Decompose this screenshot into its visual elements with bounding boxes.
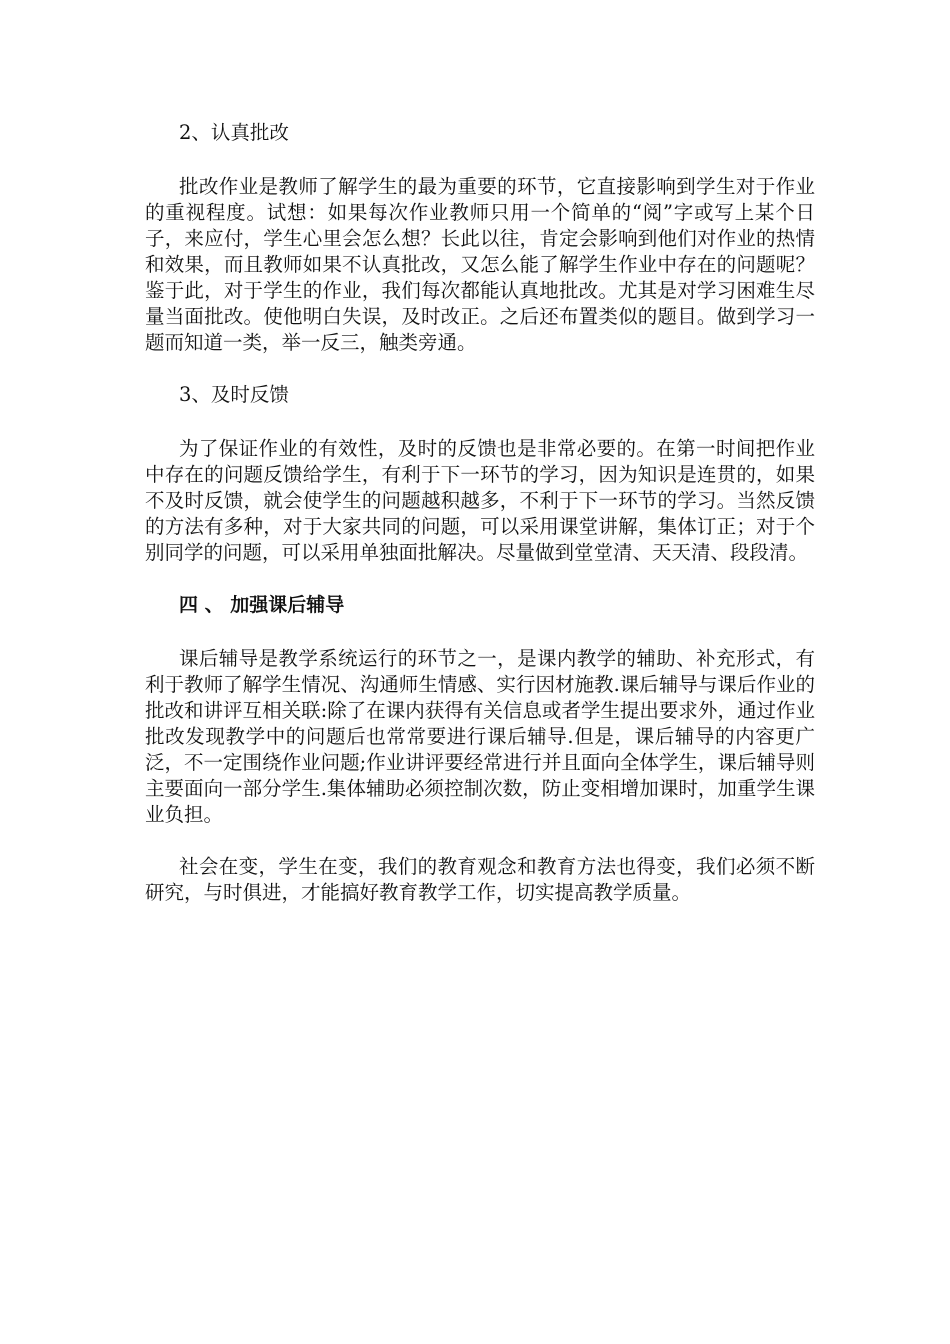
spacer bbox=[145, 618, 815, 646]
spacer bbox=[145, 408, 815, 436]
section-2-paragraph: 批改作业是教师了解学生的最为重要的环节，它直接影响到学生对于作业的重视程度。试想：如果每次作业教师只用一个简单的“阅”字或写上某个日子，来应付，学生心里会怎么想？长此以往，肯定会影响到他们对作业的热情和效果，而且教师如果不认真批改，又怎么能了解学生作业中存在的问题呢？鉴于此，对于学生的作业，我们每次都能认真地批改。尤其是对学习困难生尽量当面批改。使他明白失误，及时改正。之后还布置类似的题目。做到学习一题而知道一类，举一反三，触类旁通。 bbox=[145, 175, 815, 354]
spacer bbox=[145, 566, 815, 592]
document-body bbox=[145, 120, 815, 906]
section-3-heading: 3、及时反馈 bbox=[179, 383, 289, 406]
conclusion-paragraph: 社会在变，学生在变，我们的教育观念和教育方法也得变，我们必须不断研究，与时俱进，才能搞好教育教学工作，切实提高教学质量。 bbox=[145, 855, 815, 904]
spacer bbox=[145, 146, 815, 174]
spacer bbox=[145, 828, 815, 854]
spacer bbox=[145, 356, 815, 382]
section-3-paragraph: 为了保证作业的有效性，及时的反馈也是非常必要的。在第一时间把作业中存在的问题反馈给学生，有利于下一环节的学习，因为知识是连贯的，如果不及时反馈，就会使学生的问题越积越多，不利于下一环节的学习。当然反馈的方法有多种，对于大家共同的问题，可以采用课堂讲解，集体订正；对于个别同学的问题，可以采用单独面批解决。尽量做到堂堂清、天天清、段段清。 bbox=[145, 437, 815, 564]
section-2-heading: 2、认真批改 bbox=[179, 121, 289, 144]
section-4-paragraph: 课后辅导是教学系统运行的环节之一，是课内教学的辅助、补充形式，有利于教师了解学生情况、沟通师生情感、实行因材施教.课后辅导与课后作业的批改和讲评互相关联:除了在课内获得有关信息或者学生提出要求外，通过作业批改发现教学中的问题后也常常要进行课后辅导.但是，课后辅导的内容更广泛，不一定围绕作业问题;作业讲评要经常进行并且面向全体学生，课后辅导则主要面向一部分学生.集体辅助必须控制次数，防止变相增加课时，加重学生课业负担。 bbox=[145, 647, 815, 826]
section-4-heading: 四 、 加强课后辅导 bbox=[179, 594, 345, 616]
